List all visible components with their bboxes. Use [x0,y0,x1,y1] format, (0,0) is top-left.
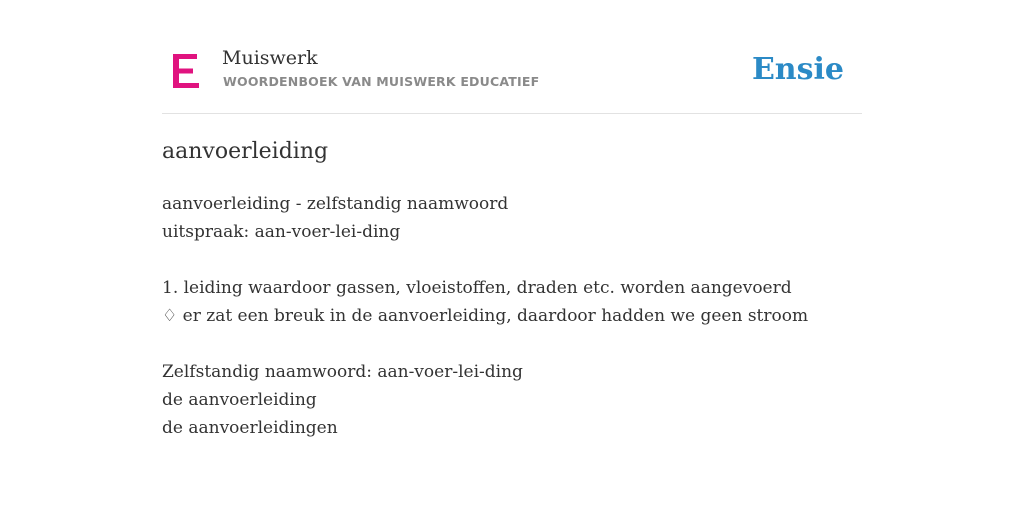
ensie-logo-link[interactable]: Ensie [751,52,844,87]
brand-subtitle: WOORDENBOEK VAN MUISWERK EDUCATIEF [223,74,540,89]
site-header [162,44,862,114]
muiswerk-logo-svg [173,54,199,88]
grammar-line: Zelfstandig naamwoord: aan-voer-lei-ding [162,362,523,382]
brand-name[interactable]: Muiswerk [222,47,318,69]
entry-title: aanvoerleiding [162,139,329,164]
spacer [162,246,862,274]
example-line: ♢ er zat een breuk in de aanvoerleiding, daardoor hadden we geen stroom [162,306,809,326]
plural-form-line: de aanvoerleidingen [162,418,338,438]
definition-line: 1. leiding waardoor gassen, vloeistoffen, draden etc. worden aangevoerd [162,278,792,298]
headword-line: aanvoerleiding - zelfstandig naamwoord [162,194,509,214]
singular-form-line: de aanvoerleiding [162,390,317,410]
entry-body [162,190,862,442]
pronunciation-line: uitspraak: aan-voer-lei-ding [162,222,401,242]
spacer [162,330,862,358]
muiswerk-e-logo-icon[interactable] [173,54,199,88]
